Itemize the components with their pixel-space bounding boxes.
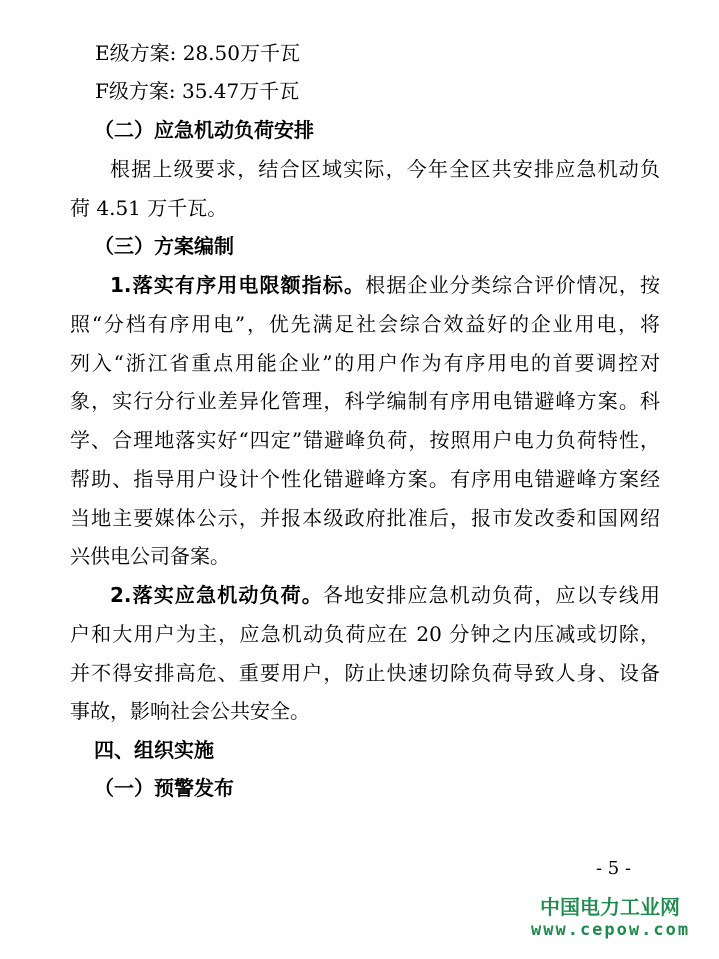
paragraph-line: 荷 4.51 万千瓦。 bbox=[70, 196, 228, 220]
paragraph-line: 当地主要媒体公示，并报本级政府批准后，报市发改委和国网绍 bbox=[70, 506, 660, 530]
heading-warning-release: （一）预警发布 bbox=[94, 776, 234, 800]
subheading-emergency: 2.落实应急机动负荷。 bbox=[110, 583, 323, 607]
paragraph-line: 照“分档有序用电”，优先满足社会综合效益好的企业用电，将 bbox=[70, 312, 660, 336]
heading-organization: 四、组织实施 bbox=[94, 738, 214, 762]
paragraph-line: 兴供电公司备案。 bbox=[70, 544, 230, 568]
heading-emergency-load: （二）应急机动负荷安排 bbox=[94, 118, 314, 142]
watermark-site-name: 中国电力工业网 bbox=[540, 895, 680, 919]
paragraph-line: 根据上级要求，结合区域实际，今年全区共安排应急机动负 bbox=[110, 157, 660, 181]
paragraph-line: 帮助、指导用户设计个性化错避峰方案。有序用电错避峰方案经 bbox=[70, 467, 660, 491]
heading-plan-compilation: （三）方案编制 bbox=[94, 234, 234, 258]
page-number: - 5 - bbox=[596, 858, 632, 879]
paragraph-line: 象，实行分行业差异化管理，科学编制有序用电错避峰方案。科 bbox=[70, 389, 660, 413]
paragraph-line: 并不得安排高危、重要用户，防止快速切除负荷导致人身、设备 bbox=[70, 661, 660, 685]
paragraph-line: 学、合理地落实好“四定”错避峰负荷，按照用户电力负荷特性， bbox=[70, 428, 660, 452]
plan-f-line: F级方案: 35.47万千瓦 bbox=[95, 79, 300, 103]
paragraph-line: 2.落实应急机动负荷。各地安排应急机动负荷，应以专线用 bbox=[110, 583, 661, 607]
subheading-quota: 1.落实有序用电限额指标。 bbox=[110, 273, 366, 297]
paragraph-line: 1.落实有序用电限额指标。根据企业分类综合评价情况，按 bbox=[110, 273, 660, 297]
watermark-url[interactable]: www.cepow.com bbox=[531, 920, 691, 940]
plan-e-line: E级方案: 28.50万千瓦 bbox=[95, 41, 300, 65]
paragraph-line: 事故，影响社会公共安全。 bbox=[70, 699, 310, 723]
paragraph-line: 户和大用户为主，应急机动负荷应在 20 分钟之内压减或切除， bbox=[70, 622, 660, 646]
paragraph-line: 列入“浙江省重点用能企业”的用户作为有序用电的首要调控对 bbox=[70, 351, 660, 375]
